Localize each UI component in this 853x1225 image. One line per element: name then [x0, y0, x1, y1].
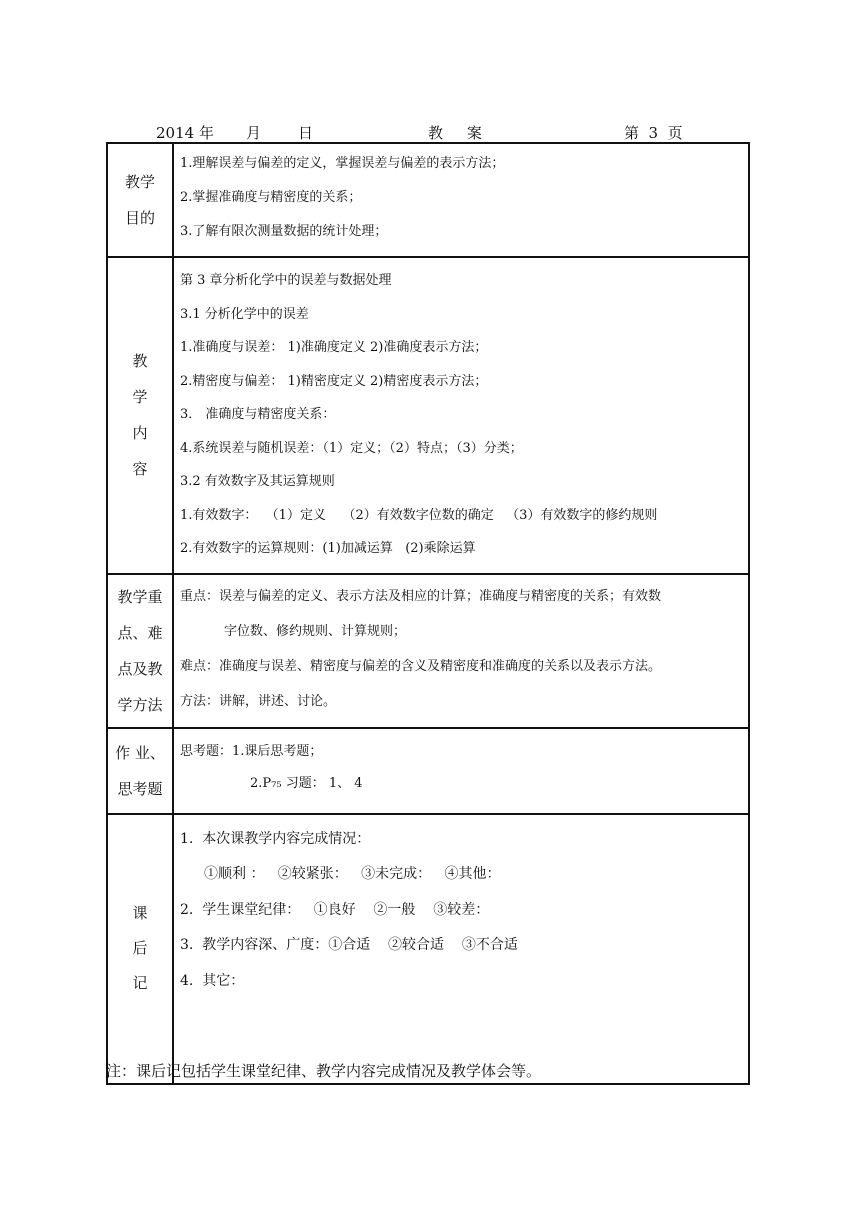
objective-line: 3.了解有限次测量数据的统计处理；: [180, 224, 388, 239]
label-line: 内: [132, 424, 148, 443]
content-line: 3． 准确度与精密度关系：: [180, 407, 336, 422]
header-month: 月: [246, 124, 262, 142]
reflection-line: ①顺利 ： ②较紧张： ③未完成： ④其他：: [204, 866, 501, 882]
label-line: 容: [132, 460, 148, 479]
cell-teaching-objectives: [173, 143, 749, 257]
label-teaching-content: [107, 257, 173, 574]
label-line: 课: [132, 904, 148, 922]
label-line: 点、难: [117, 623, 163, 642]
content-line: 1.准确度与误差： 1)准确度定义 2)准确度表示方法；: [180, 340, 488, 355]
keypoint-line: 字位数、修约规则、计算规则；: [224, 623, 407, 639]
label-line: 作 业、: [115, 743, 165, 762]
row-teaching-content: [107, 257, 749, 574]
objective-line: 2.掌握准确度与精密度的关系；: [180, 190, 362, 205]
label-line: 目的: [124, 209, 155, 227]
cell-post-class-notes: [173, 814, 749, 1084]
content-line: 2.精密度与偏差： 1)精密度定义 2)精密度表示方法；: [180, 373, 488, 389]
reflection-line: 2. 学生课堂纪律： ①良好 ②一般 ③较差：: [180, 901, 490, 918]
reflection-line: 4. 其它：: [180, 972, 245, 989]
content-line: 4.系统误差与随机误差：（1）定义；（2）特点；（3）分类；: [180, 440, 523, 456]
cell-homework-questions: [173, 728, 749, 814]
label-key-points-methods: [107, 574, 173, 728]
label-line: 后: [132, 939, 148, 957]
header-page-number: 第 3 页: [624, 124, 683, 142]
keypoint-line: 难点：准确度与误差、精密度与偏差的含义及精密度和准确度的关系以及表示方法。: [180, 658, 662, 674]
label-teaching-objectives: [107, 143, 173, 257]
label-line: 学: [132, 388, 148, 407]
label-line: 教: [132, 352, 148, 371]
row-key-points-methods: [107, 574, 749, 728]
header-day: 日: [298, 124, 314, 142]
content-line: 第 3 章分析化学中的误差与数据处理: [180, 273, 392, 288]
label-line: 记: [132, 974, 148, 992]
reflection-line: 1. 本次课教学内容完成情况：: [180, 830, 371, 847]
row-homework-questions: [107, 728, 749, 814]
footnote: 注：课后记包括学生课堂纪律、教学内容完成情况及教学体会等。: [106, 1062, 542, 1080]
keypoint-line: 重点：误差与偏差的定义、表示方法及相应的计算；准确度与精密度的关系；有效数: [180, 588, 662, 604]
row-post-class-notes: [107, 814, 749, 1084]
label-post-class-notes: [107, 814, 173, 1084]
lesson-plan-table: [106, 142, 750, 1085]
label-line: 教学: [124, 173, 155, 191]
label-line: 教学重: [117, 587, 163, 606]
reflection-line: 3. 教学内容深、广度：①合适 ②较合适 ③不合适: [180, 937, 518, 953]
homework-line: 2.P₇₅ 习题： 1、 4: [250, 775, 363, 791]
objective-line: 1.理解误差与偏差的定义，掌握误差与偏差的表示方法；: [180, 156, 505, 171]
header-title: 教 案: [428, 124, 482, 142]
content-line: 1.有效数字： （1）定义 （2）有效数字位数的确定 （3）有效数字的修约规则: [180, 507, 658, 523]
row-teaching-objectives: [107, 143, 749, 257]
cell-key-points-methods: [173, 574, 749, 728]
page-header: [106, 122, 750, 142]
label-line: 点及教: [117, 659, 163, 678]
content-line: 3.2 有效数字及其运算规则: [180, 474, 335, 489]
label-line: 思考题: [117, 779, 163, 798]
label-homework-questions: [107, 728, 173, 814]
content-line: 3.1 分析化学中的误差: [180, 306, 309, 322]
header-year: 2014 年: [156, 124, 214, 142]
content-line: 2.有效数字的运算规则：(1)加减运算 (2)乘除运算: [180, 541, 476, 556]
cell-teaching-content: [173, 257, 749, 574]
keypoint-line: 方法：讲解，讲述、讨论。: [180, 693, 337, 709]
homework-line: 思考题：1.课后思考题；: [180, 743, 323, 759]
label-line: 学方法: [117, 695, 163, 714]
